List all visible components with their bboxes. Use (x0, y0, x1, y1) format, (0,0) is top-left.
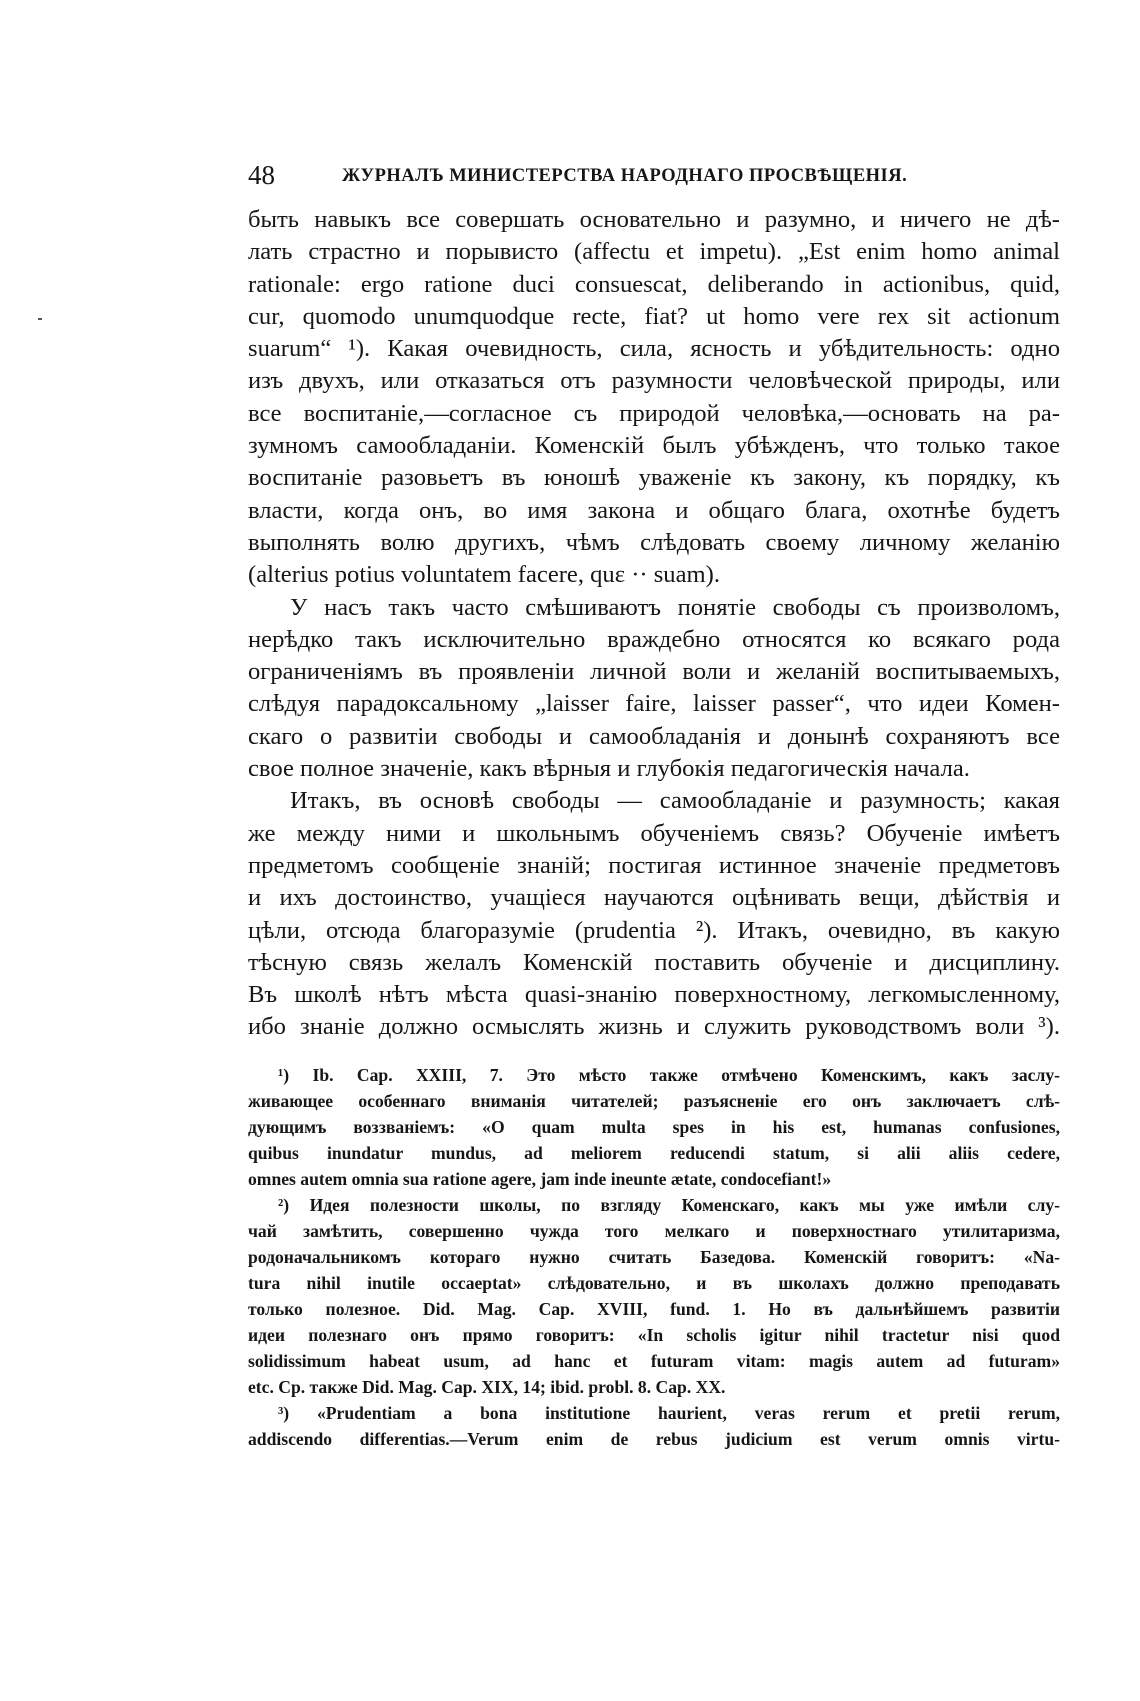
text-line: Въ школѣ нѣтъ мѣста quasi-знанію поверхностному, легкомысленному, (248, 981, 1060, 1009)
text-line: (alterius potius voluntatem facere, quε ·· suam). (248, 561, 720, 589)
text-line: скаго о развитіи свободы и самообладанія и донынѣ сохраняютъ все (248, 722, 1060, 750)
footnote-line: quibus inundatur mundus, ad meliorem reducendi statum, si alii aliis cedere, (248, 1142, 1060, 1163)
text-line: Итакъ, въ основѣ свободы — самообладаніе и разумность; какая (290, 787, 1060, 815)
footnote-line: addiscendo differentias.—Verum enim de rebus judicium est verum omnis virtu- (248, 1428, 1060, 1449)
page-number: 48 (248, 160, 275, 190)
text-line: cur, quomodo unumquodque recte, fiat? ut homo vere rex sit actionum (248, 302, 1060, 330)
text-line: нерѣдко такъ исключительно враждебно относятся ко всякаго рода (248, 625, 1060, 653)
footnote-line: дующимъ воззваніемъ: «O quam multa spes in his est, humanas confusiones, (248, 1116, 1060, 1137)
text-line: rationale: ergo ratione duci consuescat, deliberando in actionibus, quid, (248, 270, 1060, 298)
text-line: же между ними и школьнымъ обученіемъ связь? Обученіе имѣетъ (248, 819, 1060, 847)
footnotes (248, 1062, 1060, 1452)
footnote-line: родоначальникомъ котораго нужно считать Базедова. Коменскій говоритъ: «Na- (248, 1246, 1060, 1267)
footnote-line: ¹) Ib. Cap. XXIII, 7. Это мѣсто также отмѣчено Коменскимъ, какъ заслу- (278, 1064, 1060, 1085)
main-text (248, 204, 1060, 1044)
text-line: все воспитаніе,—согласное съ природой человѣка,—основать на ра- (248, 399, 1060, 427)
running-head: ЖУРНАЛЪ МИНИСТЕРСТВА НАРОДНАГО ПРОСВѢЩЕНІЯ. (342, 166, 908, 186)
text-line: изъ двухъ, или отказаться отъ разумности человѣческой природы, или (248, 367, 1060, 395)
footnote-line: omnes autem omnia sua ratione agere, jam inde ineunte ætate, condocefiant!» (248, 1168, 832, 1189)
text-line: тѣсную связь желалъ Коменскій поставить обученіе и дисциплину. (248, 948, 1060, 976)
text-line: свое полное значеніе, какъ вѣрныя и глубокія педагогическія начала. (248, 755, 970, 783)
text-line: воспитаніе разовьетъ въ юношѣ уваженіе къ закону, къ порядку, къ (248, 464, 1060, 492)
footnote-line: solidissimum habeat usum, ad hanc et futuram vitam: magis autem ad futuram» (248, 1350, 1060, 1371)
footnote-line: ³) «Prudentiam a bona institutione haurient, veras rerum et pretii rerum, (278, 1402, 1060, 1423)
text-line: быть навыкъ все совершать основательно и разумно, и ничего не дѣ- (248, 206, 1060, 233)
text-line: ибо знаніе должно осмыслять жизнь и служить руководствомъ воли ³). (248, 1013, 1060, 1041)
text-line: выполнять волю другихъ, чѣмъ слѣдовать своему личному желанію (248, 528, 1060, 556)
text-line: слѣдуя парадоксальному „laisser faire, laisser passer“, что идеи Комен- (248, 690, 1060, 718)
footnote-line: идеи полезнаго онъ прямо говоритъ: «In scholis igitur nihil tractetur nisi quod (248, 1324, 1060, 1345)
page-header (248, 158, 1060, 202)
text-line: цѣли, отсюда благоразуміе (prudentia ²). Итакъ, очевидно, въ какую (248, 916, 1060, 944)
footnote-line: tura nihil inutile occaeptat» слѣдовательно, и въ школахъ должно преподавать (248, 1272, 1060, 1293)
margin-speck (38, 318, 42, 320)
text-line: предметомъ сообщеніе знаній; постигая истинное значеніе предметовъ (248, 851, 1060, 879)
text-line: ограниченіямъ въ проявленіи личной воли и желаній воспитываемыхъ, (248, 658, 1060, 686)
footnote-line: etc. Ср. также Did. Mag. Cap. XIX, 14; ibid. probl. 8. Cap. XX. (248, 1376, 726, 1397)
footnote-line: ²) Идея полезности школы, по взгляду Коменскаго, какъ мы уже имѣли слу- (278, 1194, 1060, 1215)
book-page (248, 158, 1060, 1452)
footnote-line: живающее особеннаго вниманія читателей; разъясненіе его онъ заключаетъ слѣ- (248, 1090, 1060, 1111)
text-line: лать страстно и порывисто (affectu et impetu). „Est enim homo animal (248, 238, 1060, 266)
text-line: suarum“ ¹). Какая очевидность, сила, ясность и убѣдительность: одно (248, 335, 1060, 363)
footnote-line: чай замѣтить, совершенно чужда того мелкаго и поверхностнаго утилитаризма, (248, 1220, 1060, 1241)
text-line: зумномъ самообладаніи. Коменскій былъ убѣжденъ, что только такое (248, 432, 1060, 460)
text-line: и ихъ достоинство, учащіеся научаются оцѣнивать вещи, дѣйствія и (248, 884, 1060, 912)
text-line: У насъ такъ часто смѣшиваютъ понятіе свободы съ произволомъ, (290, 593, 1060, 621)
footnote-line: только полезное. Did. Mag. Cap. XVIII, fund. 1. Но въ дальнѣйшемъ развитіи (248, 1298, 1060, 1319)
text-line: власти, когда онъ, во имя закона и общаго блага, охотнѣе будетъ (248, 496, 1060, 524)
